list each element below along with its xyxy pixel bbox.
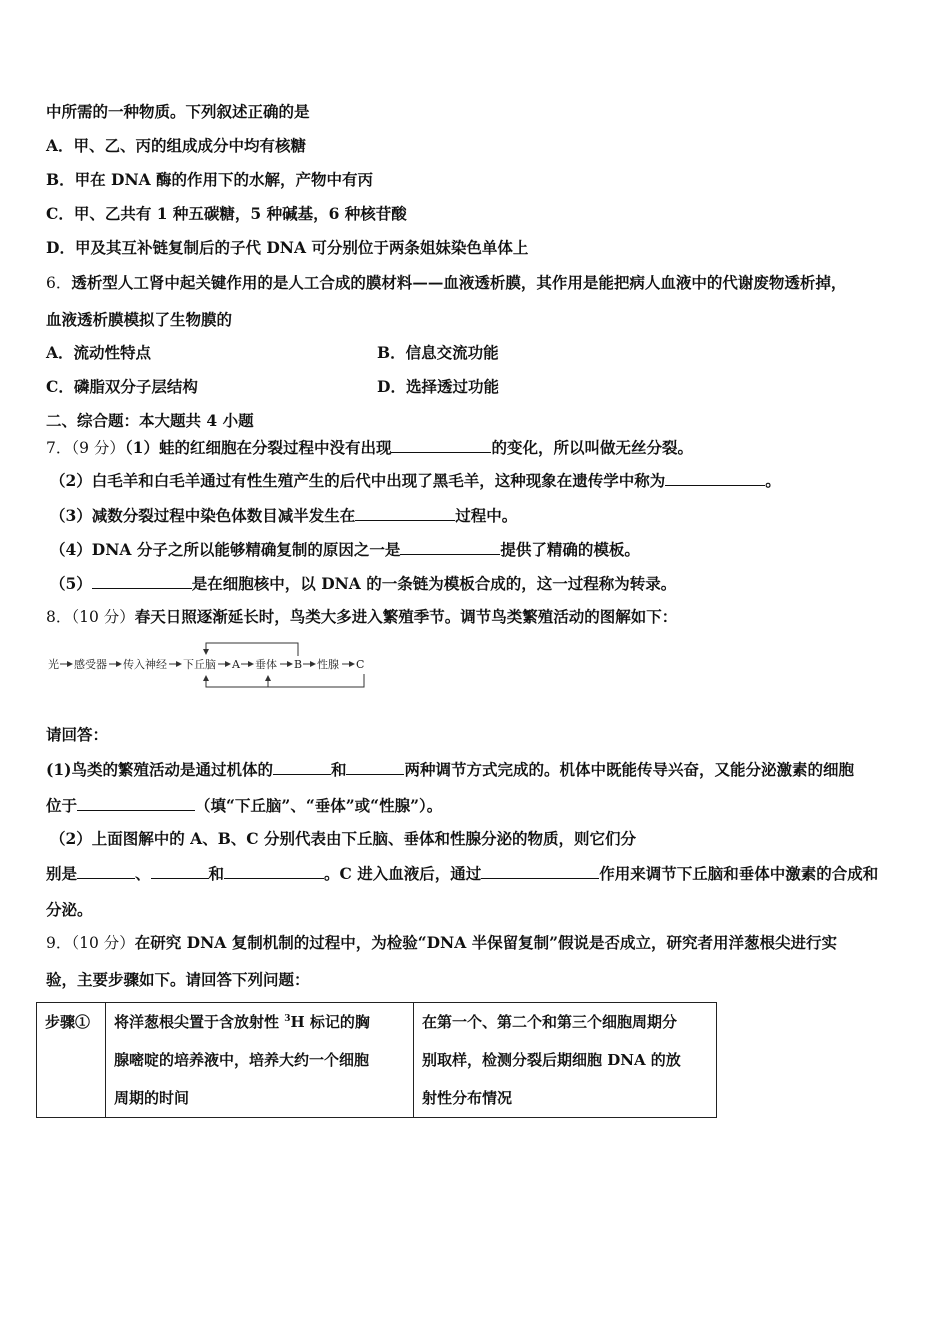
diagram-node-gonad: 性腺: [317, 658, 339, 671]
answer-blank[interactable]: [77, 863, 135, 879]
answer-blank[interactable]: [346, 759, 404, 775]
q6-option-a: A．流动性特点: [46, 343, 152, 362]
q8-head: 8．（10 分）: [46, 608, 135, 626]
diagram-node-c: C: [356, 658, 365, 671]
answer-blank[interactable]: [224, 863, 324, 879]
q8-part2-line3: 分泌。: [46, 900, 93, 919]
answer-blank[interactable]: [665, 470, 765, 486]
step-procedure: [106, 1003, 414, 1118]
q6-option-b: B．信息交流功能: [377, 343, 499, 362]
diagram-node-a: A: [232, 658, 240, 671]
q8-part1-line1: (1)鸟类的繁殖活动是通过机体的 和 两种调节方式完成的。机体中既能传导兴奋，又能分泌激素的细胞: [46, 760, 854, 779]
q8-intro: 8．（10 分）春天日照逐渐延长时，鸟类大多进入繁殖季节。调节鸟类繁殖活动的图解如下：: [46, 607, 678, 626]
table-row: [37, 1003, 717, 1118]
diagram-node-hypothalamus: 下丘脑: [183, 658, 216, 671]
q9-line2: 验，主要步骤如下。请回答下列问题：: [46, 970, 310, 989]
answer-blank[interactable]: [391, 437, 491, 453]
steps-table: [36, 1002, 717, 1118]
procedure-line: 将洋葱根尖置于含放射性 $^3$H 标记的胸: [114, 1013, 370, 1031]
q5-option-d: D．甲及其互补链复制后的子代 DNA 可分别位于两条姐妹染色单体上: [46, 238, 529, 257]
q9-line1: 9．（10 分）在研究 DNA 复制机制的过程中，为检验“DNA 半保留复制”假说是否成立，研究者用洋葱根尖进行实: [46, 933, 838, 952]
procedure-line: 腺嘧啶的培养液中，培养大约一个细胞: [114, 1051, 370, 1069]
q8-prompt: 请回答：: [46, 725, 109, 744]
q6-line2: 血液透析膜模拟了生物膜的: [46, 310, 233, 329]
procedure-line: 周期的时间: [114, 1089, 190, 1107]
q7-part5: （5） 是在细胞核中，以 DNA 的一条链为模板合成的，这一过程称为转录。: [50, 574, 677, 593]
q8-part2-line2: 别是 、 和 。C 进入血液后，通过 作用来调节下丘脑和垂体中激素的合成和: [46, 864, 879, 883]
q7-part1: 7．（9 分）（1）蛙的红细胞在分裂过程中没有出现 的变化，所以叫做无丝分裂。: [46, 438, 693, 457]
q7-part3: （3）减数分裂过程中染色体数目减半发生在 过程中。: [50, 506, 518, 525]
answer-blank[interactable]: [481, 863, 599, 879]
answer-blank[interactable]: [355, 505, 455, 521]
diagram-node-light: 光: [48, 658, 59, 671]
q9-head: 9．（10 分）: [46, 934, 135, 952]
q6-option-c: C．磷脂双分子层结构: [46, 377, 198, 396]
q7-head: 7．（9 分）: [46, 439, 125, 457]
q5-option-a: A．甲、乙、丙的组成成分中均有核糖: [46, 136, 307, 155]
q6-line1: 6．透析型人工肾中起关键作用的是人工合成的膜材料——血液透析膜，其作用是能把病人血液中的代谢废物透析掉，: [46, 273, 847, 292]
q6-number: 6．: [46, 274, 72, 292]
diagram-node-pituitary: 垂体: [255, 658, 277, 671]
diagram-node-b: B: [294, 658, 303, 671]
answer-blank[interactable]: [151, 863, 209, 879]
step-sampling: [414, 1003, 717, 1118]
q6-option-d: D．选择透过功能: [377, 377, 499, 396]
answer-blank[interactable]: [400, 539, 500, 555]
regulation-diagram: [48, 638, 378, 694]
q7-part2: （2）白毛羊和白毛羊通过有性生殖产生的后代中出现了黑毛羊，这种现象在遗传学中称为 。: [50, 471, 781, 490]
section-heading: 二、综合题：本大题共 4 小题: [46, 411, 254, 430]
q8-part2-line1: （2）上面图解中的 A、B、C 分别代表由下丘脑、垂体和性腺分泌的物质，则它们分: [50, 829, 637, 848]
answer-blank[interactable]: [77, 795, 195, 811]
sampling-line: 在第一个、第二个和第三个细胞周期分: [422, 1013, 678, 1031]
answer-blank[interactable]: [273, 759, 331, 775]
q5-tail: 中所需的一种物质。下列叙述正确的是: [46, 102, 310, 121]
q7-part4: （4）DNA 分子之所以能够精确复制的原因之一是 提供了精确的模板。: [50, 540, 640, 559]
sampling-line: 射性分布情况: [422, 1089, 513, 1107]
diagram-node-afferent-nerve: 传入神经: [123, 658, 167, 671]
q5-option-b: B．甲在 DNA 酶的作用下的水解，产物中有丙: [46, 170, 374, 189]
q5-option-c: C．甲、乙共有 1 种五碳糖，5 种碱基，6 种核苷酸: [46, 204, 407, 223]
sampling-line: 别取样，检测分裂后期细胞 DNA 的放: [422, 1051, 681, 1069]
q8-part1-line2: 位于 （填“下丘脑”、“垂体”或“性腺”）。: [46, 796, 443, 815]
diagram-node-receptor: 感受器: [74, 658, 107, 671]
answer-blank[interactable]: [92, 573, 192, 589]
step-label: 步骤①: [37, 1003, 106, 1118]
